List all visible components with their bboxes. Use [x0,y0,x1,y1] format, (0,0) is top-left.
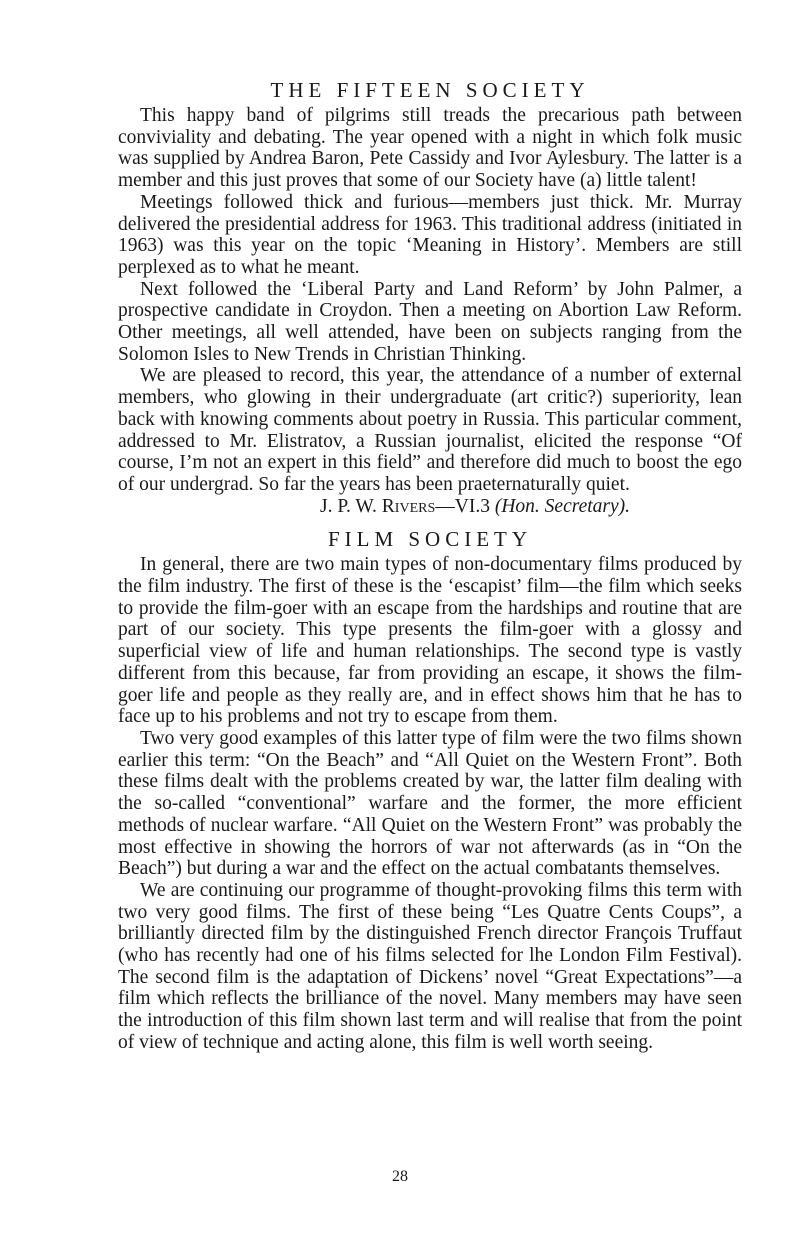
paragraph: We are pleased to record, this year, the attendance of a number of external members, who glowing in their undergraduate (art critic?) superiority, lean back with knowing comments about poetry in Russia. This particular comment, addressed to Mr. Elistratov, a Russian journalist, elicited the response “Of course, I’m not an expert in this field” and therefore did much to boost the ego of our undergrad. So far the years has been praeternaturally quiet. [118,365,742,495]
paragraph: This happy band of pilgrims still treads the precarious path between conviviality and debating. The year opened with a night in which folk music was supplied by Andrea Baron, Pete Cassidy and Ivor Aylesbury. The latter is a member and this just proves that some of our Society have (a) little talent! [118,105,742,192]
paragraph: Two very good examples of this latter type of film were the two films shown earlier this term: “On the Beach” and “All Quiet on the Western Front”. Both these films dealt with the problems created by war, the latter film dealing with the so-called “conventional” warfare and the former, the more efficient methods of nuclear warfare. “All Quiet on the Western Front” was probably the most effective in showing the horrors of war not afterwards (as in “On the Beach”) but during a war and the effect on the actual combatants themselves. [118,727,742,880]
paragraph: Meetings followed thick and furious—members just thick. Mr. Murray delivered the presidential address for 1963. This traditional address (initiated in 1963) was this year on the topic ‘Meaning in History’. Members are still perplexed as to what he meant. [118,191,742,278]
signature-initials: J. P. W. [320,495,377,517]
section-heading-fifteen-society: THE FIFTEEN SOCIETY [270,78,590,102]
page-body [118,78,742,1054]
signature-form: —VI.3 [435,495,490,517]
paragraph: Next followed the ‘Liberal Party and Land Reform’ by John Palmer, a prospective candidate in Croydon. Then a meeting on Abortion Law Reform. Other meetings, all well attended, have been on subjects ranging from the Solomon Isles to New Trends in Christian Thinking. [118,278,742,365]
paragraph: We are continuing our programme of thought-provoking films this term with two very good films. The first of these being “Les Quatre Cents Coups”, a brilliantly directed film by the distinguished French director François Truffaut (who has recently had one of his films selected for lhe London Film Festival). The second film is the adaptation of Dickens’ novel “Great Expectations”—a film which reflects the brilliance of the novel. Many members may have seen the introduction of this film shown last term and will realise that from the point of view of technique and acting alone, this film is well worth seeing. [118,879,742,1053]
page-number: 28 [392,1168,408,1185]
paragraph: In general, there are two main types of non-documentary films produced by the film industry. The first of these is the ‘escapist’ film—the film which seeks to provide the film-goer with an escape from the hardships and routine that are part of our society. This type presents the film-goer with a glossy and superficial view of life and human relationships. The second type is vastly different from this because, far from providing an escape, it shows the film-goer life and people as they really are, and in effect shows him that he has to face up to his problems and not try to escape from them. [118,554,742,728]
section-heading-film-society: FILM SOCIETY [327,527,533,552]
signature-role: (Hon. Secretary). [494,495,631,517]
signature-surname: Rivers [381,495,436,517]
signature [320,496,742,518]
